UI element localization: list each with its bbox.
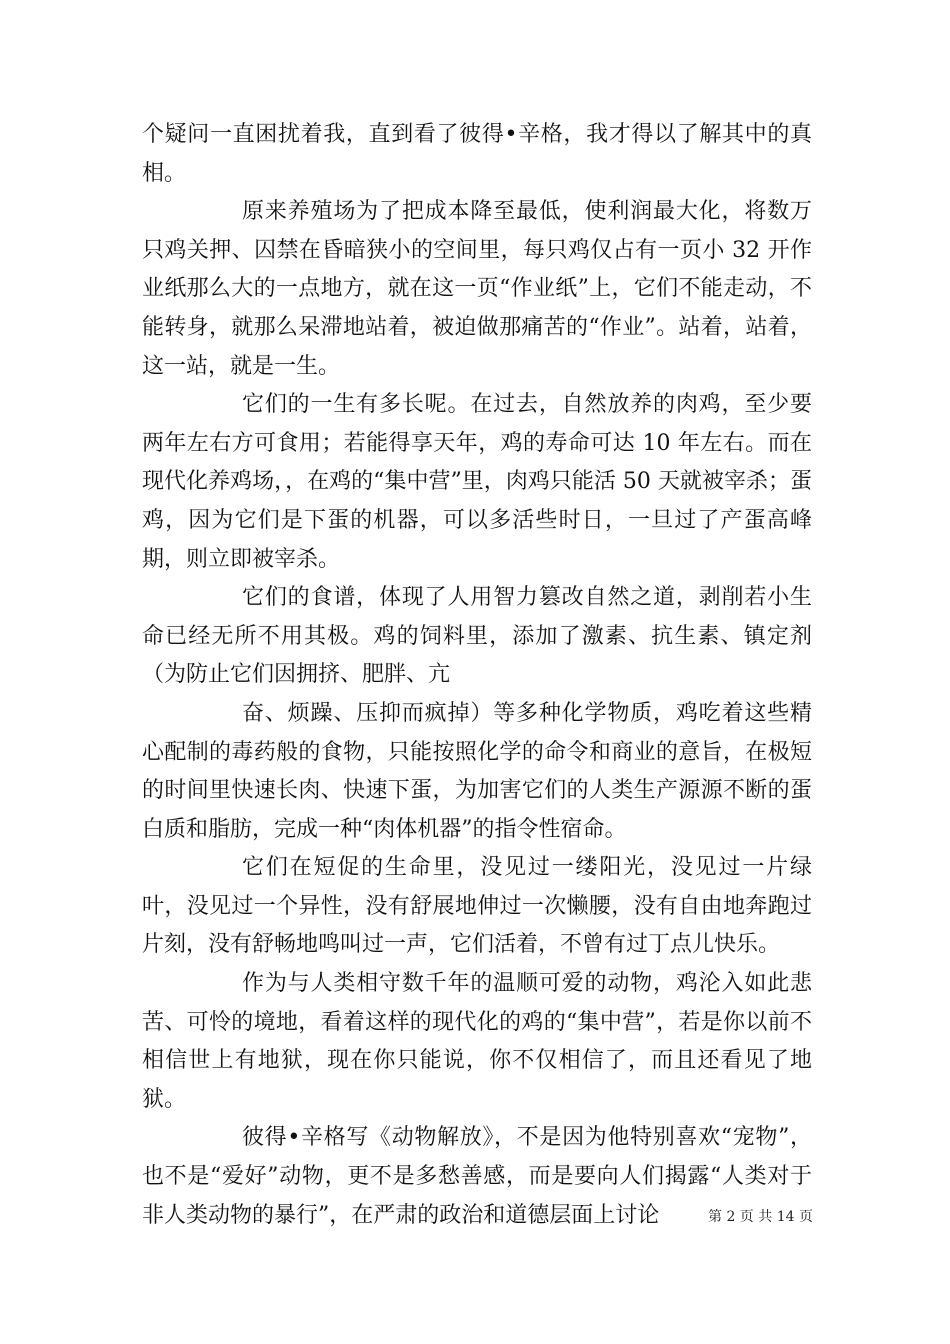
paragraph: 奋、烦躁、压抑而疯掉）等多种化学物质，鸡吃着这些精心配制的毒药般的食物，只能按照化学的命令和商业的意旨，在极短的时间里快速长肉、快速下蛋，为加害它们的人类生产源源不断的蛋白质和脂肪，完成一种“肉体机器”的指令性宿命。 xyxy=(142,700,812,842)
paragraph: 彼得•辛格写《动物解放》，不是因为他特别喜欢“宠物”，也不是“爱好”动物，更不是多愁善感，而是要向人们揭露“人类对于非人类动物的暴行”，在严肃的政治和道德层面上讨论 xyxy=(142,1125,812,1228)
paragraph-continued: 个疑问一直困扰着我，直到看了彼得•辛格，我才得以了解其中的真相。 xyxy=(142,122,812,186)
page-number: 第 2 页 共 14 页 xyxy=(708,1209,813,1225)
paragraph: 原来养殖场为了把成本降至最低，使利润最大化，将数万只鸡关押、囚禁在昏暗狭小的空间里，每只鸡仅占有一页小 32 开作业纸那么大的一点地方，就在这一页“作业纸”上，它们不能走动，不能转身，就那么呆滞地站着，被迫做那痛苦的“作业”。站着，站着，这一站，就是一生。 xyxy=(142,199,812,379)
paragraph: 它们的食谱，体现了人用智力篡改自然之道，剥削若小生命已经无所不用其极。鸡的饲料里，添加了激素、抗生素、镇定剂（为防止它们因拥挤、肥胖、亢 xyxy=(142,585,812,688)
paragraph: 它们在短促的生命里，没见过一缕阳光，没见过一片绿叶，没见过一个异性，没有舒展地伸过一次懒腰，没有自由地奔跑过片刻，没有舒畅地鸣叫过一声，它们活着，不曾有过丁点儿快乐。 xyxy=(142,855,812,958)
body-text xyxy=(142,116,812,1235)
paragraph: 它们的一生有多长呢。在过去，自然放养的肉鸡，至少要两年左右方可食用；若能得享天年，鸡的寿命可达 10 年左右。而在现代化养鸡场，，在鸡的“集中营”里，肉鸡只能活 50 天就被宰杀；蛋鸡，因为它们是下蛋的机器，可以多活些时日，一旦过了产蛋高峰期，则立即被宰杀。 xyxy=(142,392,812,572)
paragraph: 作为与人类相守数千年的温顺可爱的动物，鸡沦入如此悲苦、可怜的境地，看着这样的现代化的鸡的“集中营”，若是你以前不相信世上有地狱，现在你只能说，你不仅相信了，而且还看见了地狱。 xyxy=(142,971,812,1112)
